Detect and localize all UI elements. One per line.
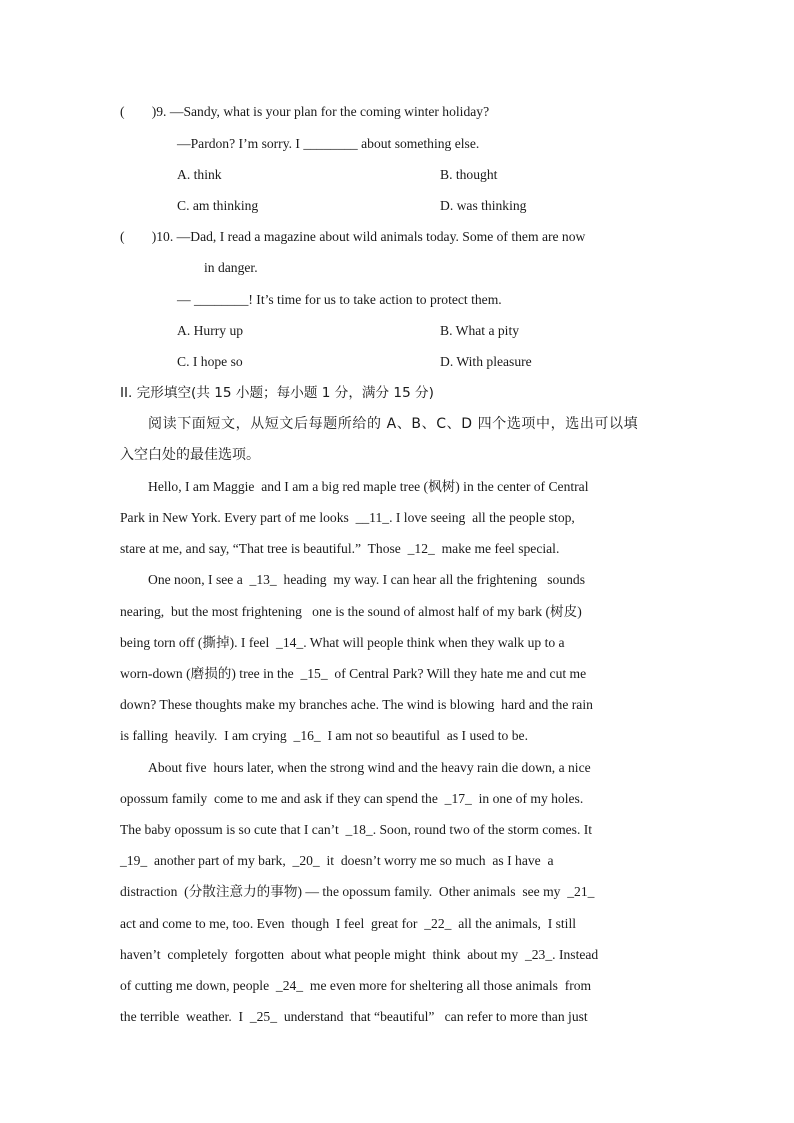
passage-line: act and come to me, too. Even though I feel great for _22_ all the animals, I still (120, 916, 577, 931)
answer-parentheses: ( ) (120, 104, 157, 119)
option-b: B. What a pity (440, 323, 520, 338)
question-9-line-2: —Pardon? I’m sorry. I ________ about something else. (177, 136, 480, 151)
option-d: D. was thinking (440, 198, 527, 213)
passage-line: being torn off (撕掉). I feel _14_. What will people think when they walk up to a (120, 635, 565, 650)
question-10-line-2: — ________! It’s time for us to take action to protect them. (177, 292, 502, 307)
passage-line: distraction (分散注意力的事物) — the opossum family. Other animals see my _21_ (120, 884, 595, 899)
section-instruction-line-1: 阅读下面短文，从短文后每题所给的 A、B、C、D 四个选项中，选出可以填 (148, 416, 639, 432)
option-c: C. I hope so (177, 354, 243, 369)
passage-line: haven’t completely forgotten about what people might think about my _23_. Instead (120, 947, 599, 962)
option-c: C. am thinking (177, 198, 259, 213)
passage-line: stare at me, and say, “That tree is beautiful.” Those _12_ make me feel special. (120, 541, 560, 556)
option-a: A. Hurry up (177, 323, 244, 338)
question-9-line-1 (120, 103, 489, 121)
answer-parentheses: ( ) (120, 229, 157, 244)
option-b: B. thought (440, 167, 498, 182)
question-stem: —Sandy, what is your plan for the coming winter holiday? (169, 104, 490, 119)
passage-line: the terrible weather. I _25_ understand that “beautiful” can refer to more than just (120, 1009, 588, 1024)
question-number: 9. (156, 104, 167, 119)
option-d: D. With pleasure (440, 354, 532, 369)
passage-line: opossum family come to me and ask if they can spend the _17_ in one of my holes. (120, 791, 584, 806)
passage-line: The baby opossum is so cute that I can’t _18_. Soon, round two of the storm comes. It (120, 822, 593, 837)
passage-line: About five hours later, when the strong wind and the heavy rain die down, a nice (148, 760, 591, 775)
question-stem: —Dad, I read a magazine about wild animals today. Some of them are now (176, 229, 586, 244)
question-10-line-1b: in danger. (204, 260, 258, 275)
passage-line: _19_ another part of my bark, _20_ it doesn’t worry me so much as I have a (120, 853, 554, 868)
section-heading: II. 完形填空(共 15 小题；每小题 1 分，满分 15 分) (120, 385, 434, 401)
passage-line: is falling heavily. I am crying _16_ I am not so beautiful as I used to be. (120, 728, 528, 743)
passage-line: Hello, I am Maggie and I am a big red maple tree (枫树) in the center of Central (148, 479, 589, 494)
passage-line: of cutting me down, people _24_ me even more for sheltering all those animals from (120, 978, 592, 993)
option-a: A. think (177, 167, 222, 182)
passage-line: One noon, I see a _13_ heading my way. I can hear all the frightening sounds (148, 572, 586, 587)
section-instruction-line-2: 入空白处的最佳选项。 (120, 447, 260, 463)
passage-line: worn-down (磨损的) tree in the _15_ of Central Park? Will they hate me and cut me (120, 666, 587, 681)
passage-line: nearing, but the most frightening one is the sound of almost half of my bark (树皮) (120, 604, 582, 619)
question-number: 10. (156, 229, 174, 244)
question-10-line-1 (120, 228, 585, 246)
passage-line: Park in New York. Every part of me looks __11_. I love seeing all the people stop, (120, 510, 575, 525)
passage-line: down? These thoughts make my branches ache. The wind is blowing hard and the rain (120, 697, 593, 712)
